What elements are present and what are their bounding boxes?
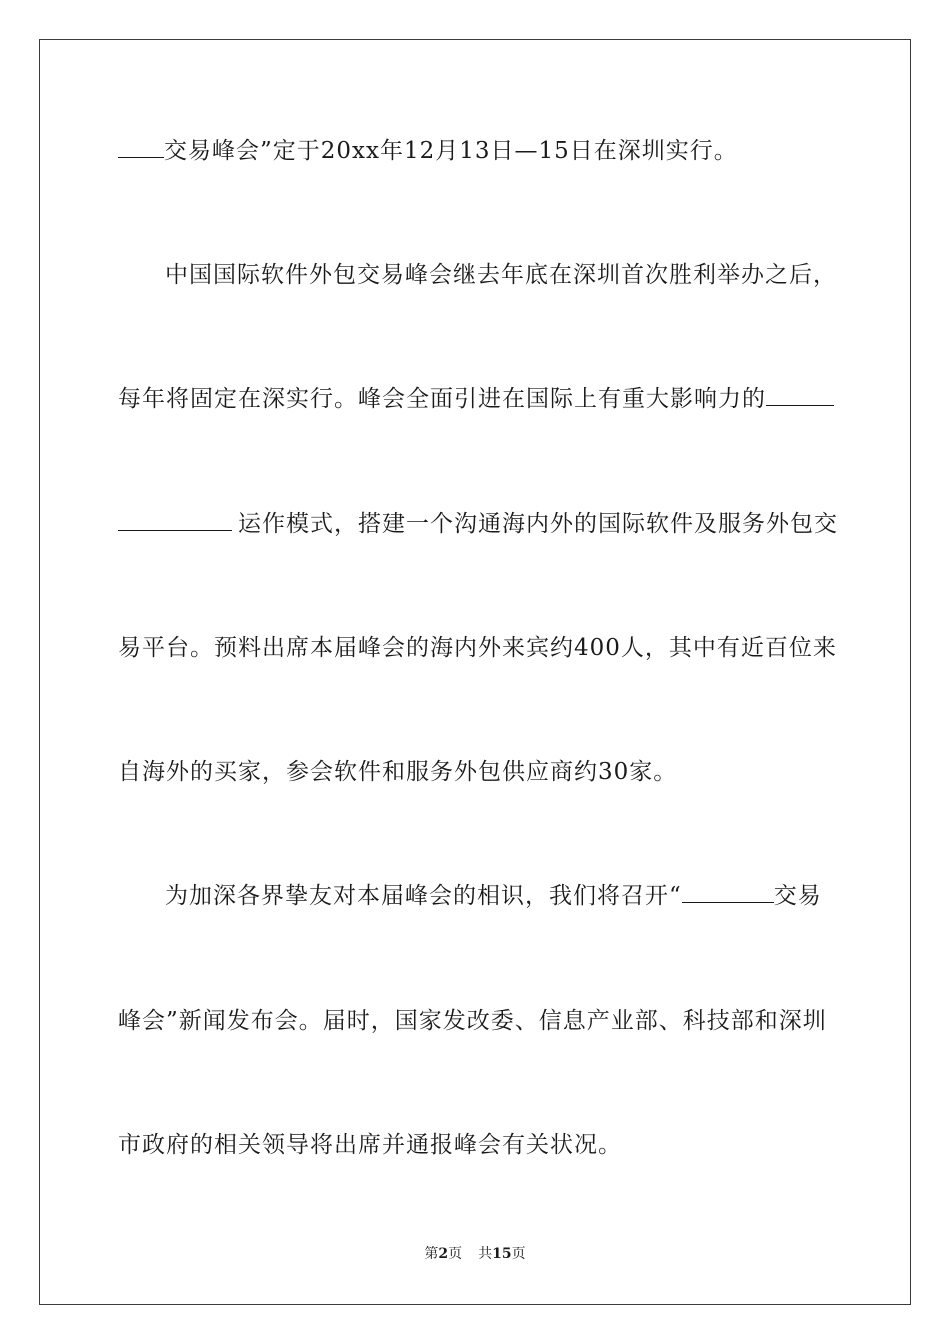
line-text: 易平台。预料出席本届峰会的海内外来宾约400人，其中有近百位来 bbox=[118, 635, 837, 661]
line-text: 自海外的买家，参会软件和服务外包供应商约30家。 bbox=[118, 759, 678, 785]
text-line-6 bbox=[118, 754, 838, 790]
text-line-7 bbox=[165, 878, 837, 914]
text-line-8 bbox=[118, 1003, 838, 1039]
text-line-4 bbox=[118, 506, 838, 542]
page-border bbox=[39, 39, 911, 1305]
total-pages: 15 bbox=[492, 1246, 512, 1262]
fill-in-blank bbox=[118, 508, 232, 531]
text-line-5 bbox=[118, 630, 838, 666]
line-text: 交易峰会”定于20xx年12月13日—15日在深圳实行。 bbox=[164, 138, 738, 164]
line-text: 为加深各界挚友对本届峰会的相识，我们将召开“ bbox=[165, 883, 682, 909]
total-prefix: 共 bbox=[478, 1246, 493, 1262]
line-text: 中国国际软件外包交易峰会继去年底在深圳首次胜利举办之后， bbox=[165, 262, 837, 288]
line-text: 运作模式，搭建一个沟通海内外的国际软件及服务外包交 bbox=[238, 511, 838, 537]
line-text: 峰会”新闻发布会。届时，国家发改委、信息产业部、科技部和深圳 bbox=[118, 1008, 827, 1034]
fill-in-blank bbox=[682, 880, 774, 903]
text-line-2 bbox=[165, 257, 837, 293]
text-line-9 bbox=[118, 1127, 838, 1163]
fill-in-blank bbox=[766, 383, 834, 406]
page-number: 2 bbox=[438, 1246, 449, 1262]
text-line-3 bbox=[118, 381, 838, 417]
line-text: 每年将固定在深实行。峰会全面引进在国际上有重大影响力的 bbox=[118, 386, 766, 412]
total-suffix: 页 bbox=[511, 1246, 526, 1262]
fill-in-blank bbox=[118, 135, 164, 158]
line-text: 交易 bbox=[773, 883, 822, 909]
page-suffix: 页 bbox=[448, 1246, 463, 1262]
page-prefix: 第 bbox=[424, 1246, 439, 1262]
page-footer bbox=[0, 1244, 950, 1264]
line-text: 市政府的相关领导将出席并通报峰会有关状况。 bbox=[118, 1132, 622, 1158]
text-line-1 bbox=[118, 133, 838, 169]
